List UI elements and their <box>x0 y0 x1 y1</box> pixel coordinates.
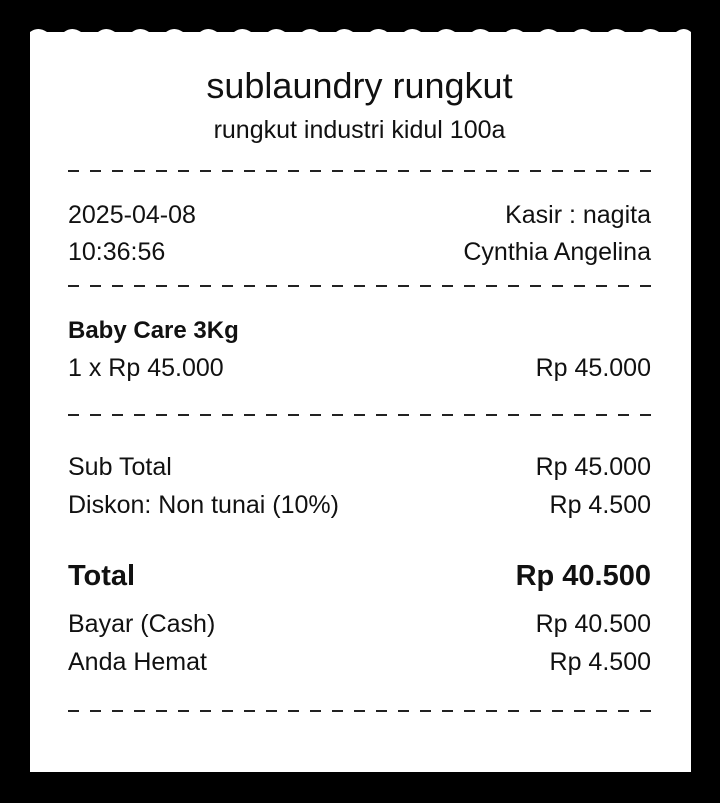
total-row <box>68 558 651 594</box>
total-label: Total <box>68 560 136 592</box>
cashier-text: Kasir : nagita <box>505 201 651 229</box>
time-customer-row <box>68 236 651 268</box>
discount-row <box>68 489 651 521</box>
shop-address: rungkut industri kidul 100a <box>213 116 506 144</box>
total-value: Rp 40.500 <box>515 560 651 592</box>
item-price-row <box>68 352 651 384</box>
discount-value: Rp 4.500 <box>549 491 651 519</box>
receipt-bottom-edge <box>30 762 691 774</box>
subtotal-value: Rp 45.000 <box>535 453 651 481</box>
shop-name: sublaundry rungkut <box>206 65 513 106</box>
receipt-top-edge <box>30 26 691 38</box>
saved-label: Anda Hemat <box>68 648 207 676</box>
paid-value: Rp 40.500 <box>535 610 651 638</box>
subtotal-label: Sub Total <box>68 453 172 481</box>
saved-value: Rp 4.500 <box>549 648 651 676</box>
divider <box>68 170 651 172</box>
item-name: Baby Care 3Kg <box>68 317 239 344</box>
divider <box>68 710 651 712</box>
customer-name: Cynthia Angelina <box>463 238 651 266</box>
divider <box>68 414 651 416</box>
date-text: 2025-04-08 <box>68 201 196 229</box>
paid-row <box>68 608 651 640</box>
item-qty-price: 1 x Rp 45.000 <box>68 354 224 382</box>
item-amount: Rp 45.000 <box>535 354 651 382</box>
divider <box>68 285 651 287</box>
paid-label: Bayar (Cash) <box>68 610 216 638</box>
date-cashier-row <box>68 199 651 231</box>
time-text: 10:36:56 <box>68 238 166 266</box>
subtotal-row <box>68 451 651 483</box>
discount-label: Diskon: Non tunai (10%) <box>68 491 339 519</box>
saved-row <box>68 646 651 678</box>
